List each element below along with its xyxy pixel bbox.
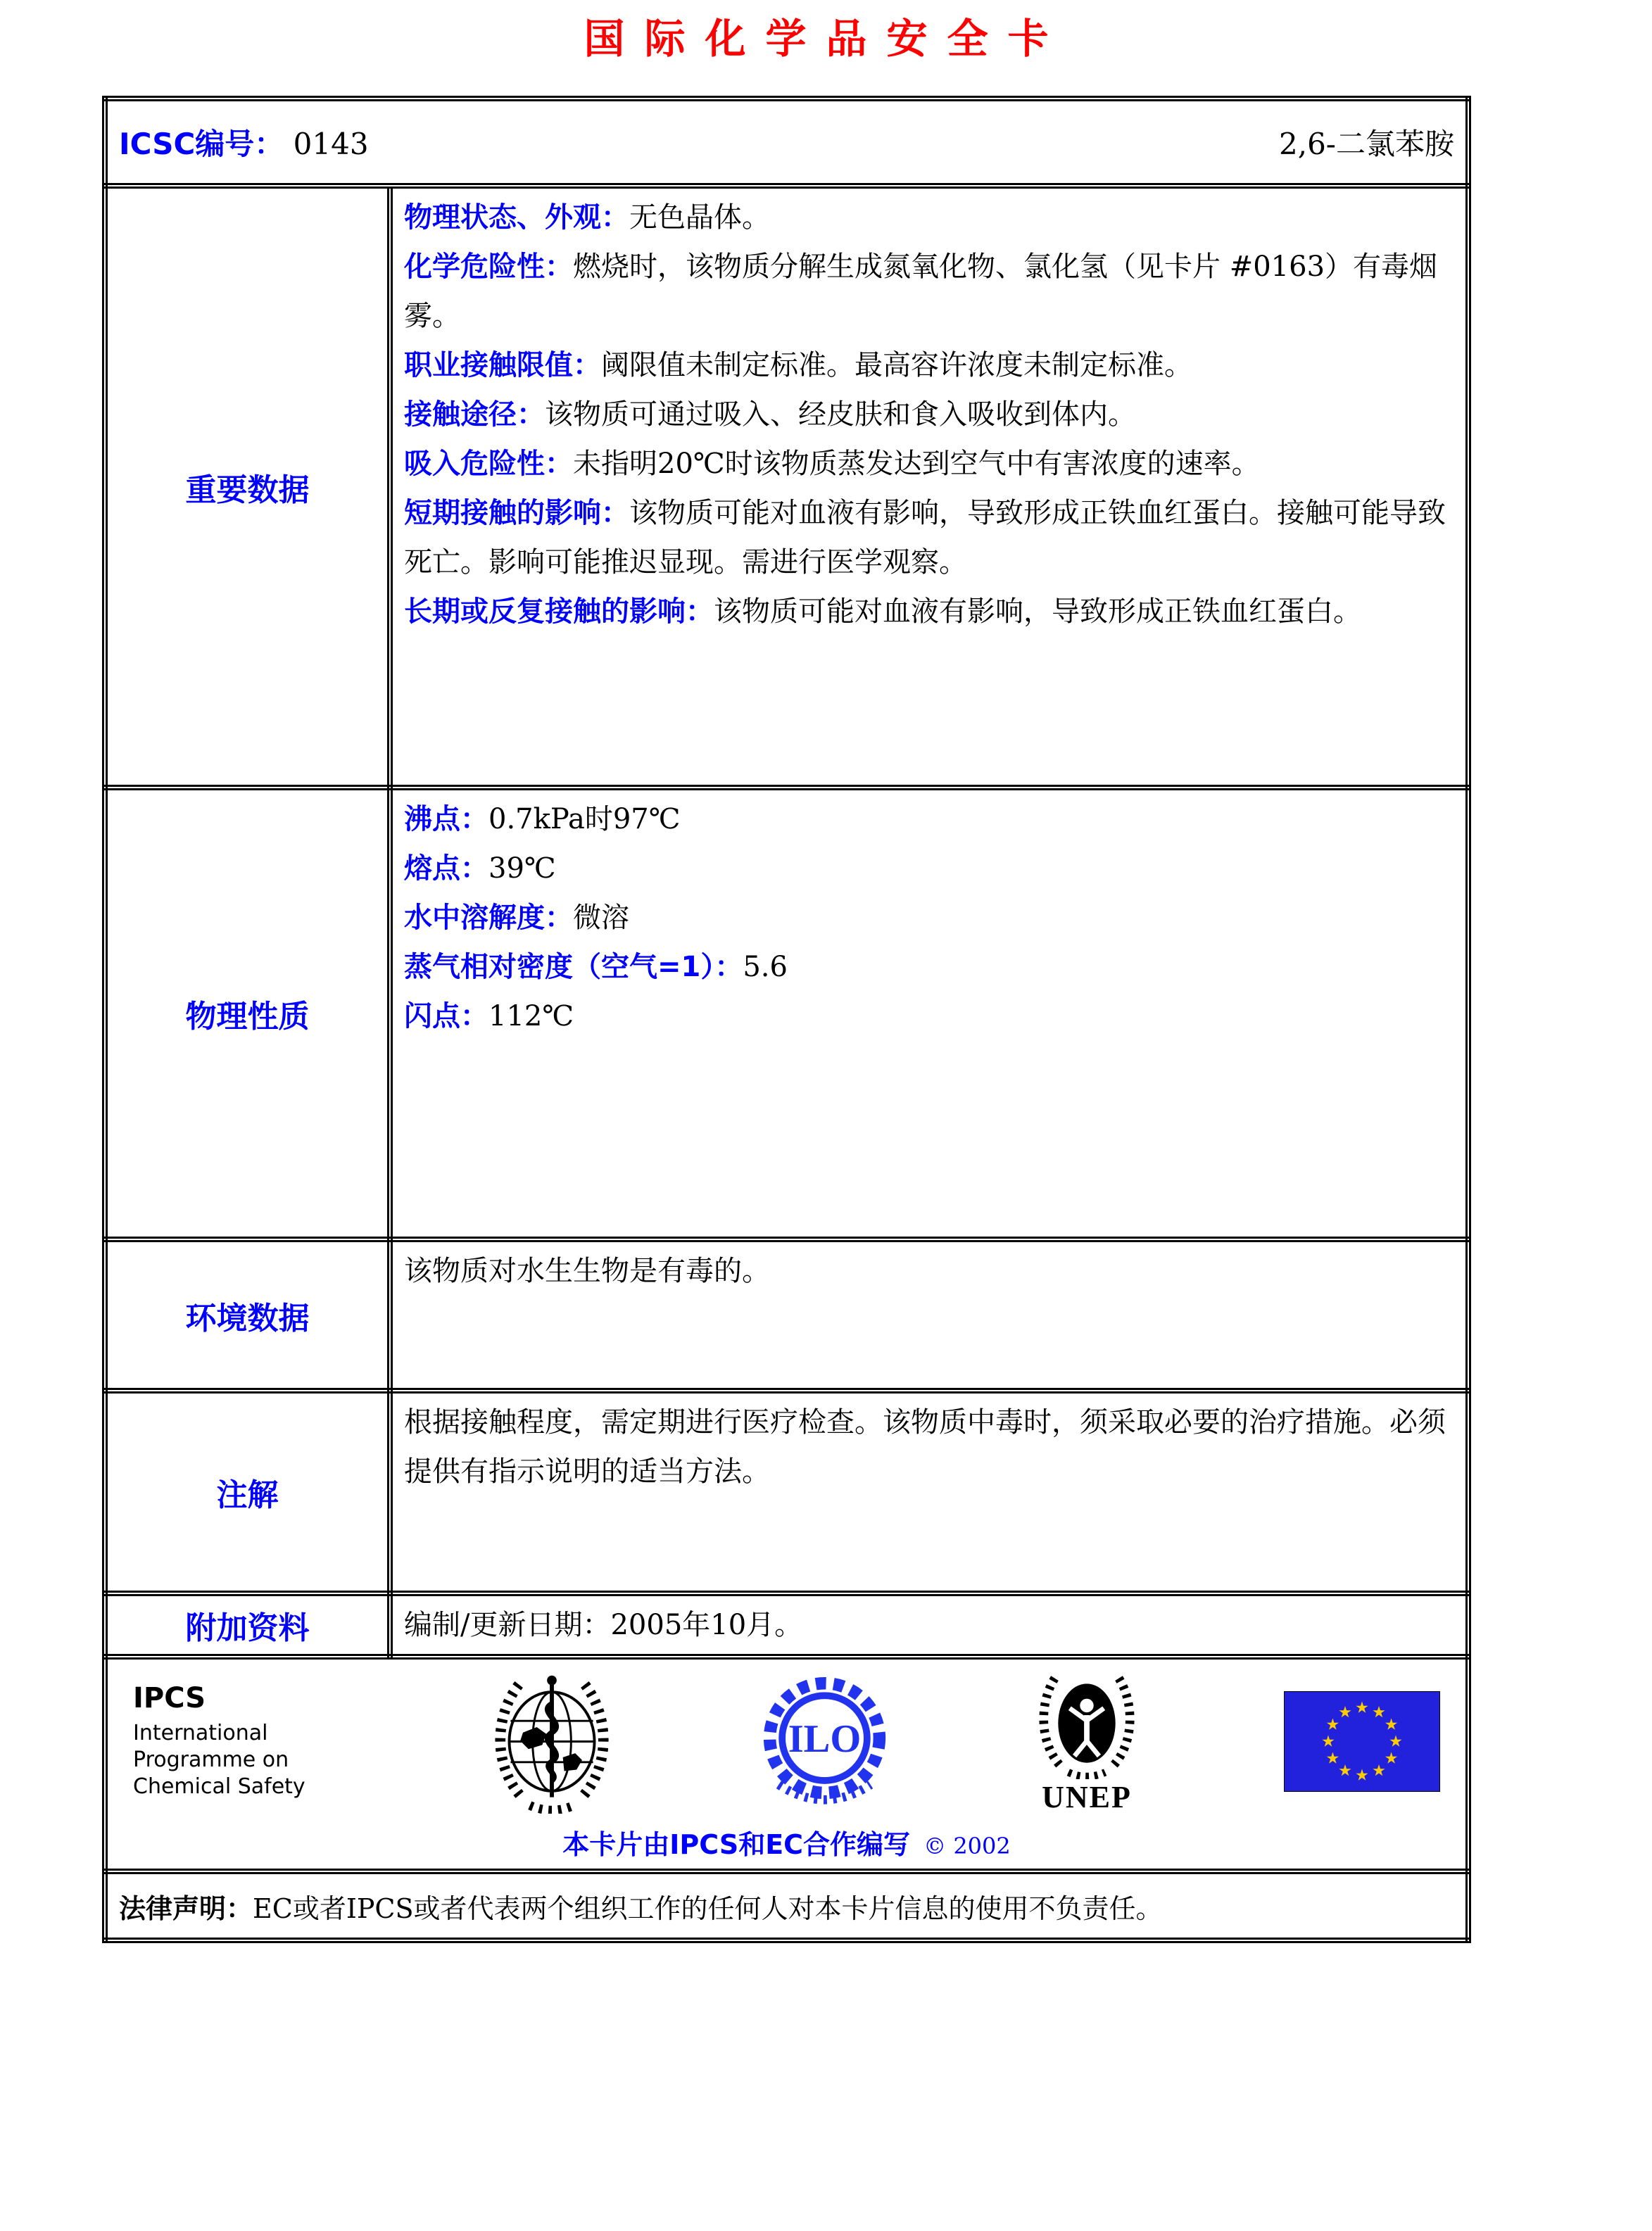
section-row-physical-properties [105,788,1468,1239]
section-content-notes [390,1391,1468,1593]
property-line: 短期接触的影响：该物质可能对血液有影响，导致形成正铁血红蛋白。接触可能导致死亡。影响可能推迟显现。需进行医学观察。 [404,497,1446,579]
who-logo-icon [481,1669,622,1814]
property-line: 物理状态、外观：无色晶体。 [404,201,770,234]
legal-cell [105,1871,1468,1940]
legal-text: EC或者IPCS或者代表两个组织工作的任何人对本卡片信息的使用不负责任。 [253,1892,1163,1924]
icsc-header-cell [105,99,1468,186]
property-line: 水中溶解度：微溶 [404,902,629,934]
eu-flag-icon [1284,1691,1440,1792]
chemical-name: 2,6-二氯苯胺 [1279,127,1454,161]
property-line: 根据接触程度，需定期进行医疗检查。该物质中毒时，须采取必要的治疗措施。必须提供有指示说明的适当方法。 [404,1406,1446,1488]
property-line: 沸点：0.7kPa时97℃ [404,803,681,835]
legal-row [105,1871,1468,1940]
unep-logo-block [1027,1670,1147,1813]
section-content-physical-properties [390,788,1468,1239]
logos-row [105,1657,1468,1871]
section-content-important-data [390,186,1468,788]
unep-wordmark: UNEP [1042,1779,1132,1814]
section-row-notes [105,1391,1468,1593]
section-label-physical-properties: 物理性质 [105,788,390,1239]
section-label-environmental-data: 环境数据 [105,1239,390,1391]
ilo-letters: ILO [788,1717,862,1761]
cooperation-caption [133,1823,1440,1862]
ipcs-title: IPCS [133,1682,206,1714]
section-row-environmental-data [105,1239,1468,1391]
section-row-important-data [105,186,1468,788]
section-label-notes: 注解 [105,1391,390,1593]
safety-card-table [102,96,1471,1943]
legal-label: 法律声明： [119,1892,253,1924]
section-content-environmental-data [390,1239,1468,1391]
section-row-additional-information [105,1593,1468,1657]
icsc-number-label: ICSC编号： [119,127,284,161]
cooperation-caption-text: 本卡片由IPCS和EC合作编写 [562,1829,911,1860]
copyright-text: © 2002 [923,1833,1011,1859]
logos-cell [105,1657,1468,1871]
property-line: 熔点：39℃ [404,852,556,885]
ipcs-text-block: IPCS International Programme on Chemical Safety [133,1682,344,1800]
icsc-header-row [105,99,1468,186]
property-line: 该物质对水生生物是有毒的。 [404,1255,770,1287]
section-content-additional-information [390,1593,1468,1657]
icsc-number-group [119,121,369,163]
property-line: 吸入危险性：未指明20℃时该物质蒸发达到空气中有害浓度的速率。 [404,448,1260,480]
property-line: 接触途径：该物质可通过吸入、经皮肤和食入吸收到体内。 [404,398,1136,431]
section-label-additional-information: 附加资料 [105,1593,390,1657]
property-line: 职业接触限值：阈限值未制定标准。最高容许浓度未制定标准。 [404,349,1192,381]
ilo-logo-icon [759,1669,890,1814]
property-line: 化学危险性：燃烧时，该物质分解生成氮氧化物、氯化氢（见卡片 #0163）有毒烟雾。 [404,251,1438,332]
icsc-number-value: 0143 [293,127,369,161]
property-line: 编制/更新日期：2005年10月。 [404,1609,803,1641]
unep-logo-icon [1027,1670,1147,1779]
section-label-important-data: 重要数据 [105,186,390,788]
page-title: 国际化学品安全卡 [584,15,1068,63]
property-line: 闪点：112℃ [404,1000,574,1032]
property-line: 蒸气相对密度（空气=1）：5.6 [404,951,788,983]
property-line: 长期或反复接触的影响：该物质可能对血液有影响，导致形成正铁血红蛋白。 [404,595,1361,628]
